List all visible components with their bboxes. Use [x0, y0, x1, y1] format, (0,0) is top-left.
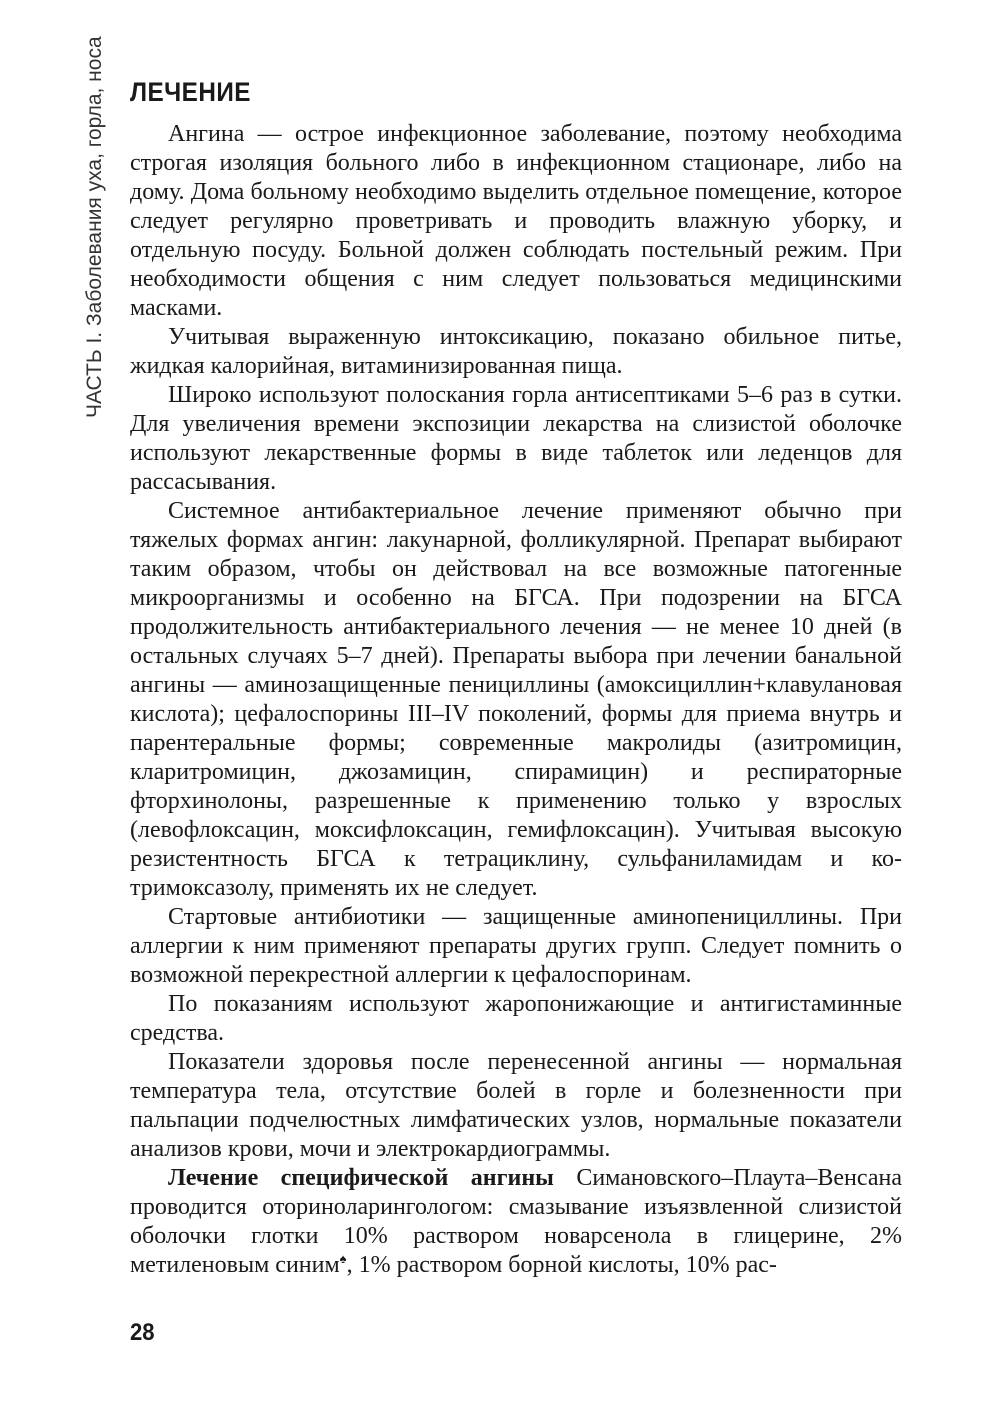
paragraph-text: Симановского–Плаута–Венсана проводится оториноларингологом: смазывание изъязвленной слизистой оболочки глотки 10% раствором новарсенола в глицерине, 2% метиленовым синим [130, 1165, 902, 1278]
paragraph: По показаниям используют жаропонижающие и антигистаминные средства. [130, 991, 902, 1046]
marker: ♠ [339, 1251, 347, 1266]
running-head: ЧАСТЬ I. Заболевания уха, горла, носа [83, 36, 106, 418]
paragraph: Стартовые антибиотики — защищенные аминопенициллины. При аллергии к ним применяют препараты других групп. Следует помнить о возможной перекрестной аллергии к цефалоспоринам. [130, 904, 902, 988]
bold-lead: Лечение специфической ангины [168, 1165, 554, 1191]
paragraph: Системное антибактериальное лечение применяют обычно при тяжелых формах ангин: лакунарной, фолликулярной. Препарат выбирают таким образом, чтобы он действовал на все возможные патогенные микроорганизмы и особенно на БГСА. При подозрении на БГСА продолжительность антибактериального лечения — не менее 10 дней (в остальных случаях 5–7 дней). Препараты выбора при лечении банальной ангины — аминозащищенные пенициллины (амоксициллин+клавулановая кислота); цефалоспорины III–IV поколений, формы для приема внутрь и парентеральные формы; современные макролиды (азитромицин, кларитромицин, джозамицин, спирамицин) и респираторные фторхинолоны, разрешенные к применению только у взрослых (левофлоксацин, моксифлоксацин, гемифлоксацин). Учитывая высокую резистентность БГСА к тетрациклину, сульфаниламидам и ко-тримоксазолу, применять их не следует. [130, 498, 902, 901]
paragraph: Ангина — острое инфекционное заболевание, поэтому необходима строгая изоляция больного либо в инфекционном стационаре, либо на дому. Дома больному необходимо выделить отдельное помещение, которое следует регулярно проветривать и проводить влажную уборку, и отдельную посуду. Больной должен соблюдать постельный режим. При необходимости общения с ним следует пользоваться медицинскими масками. [130, 121, 902, 321]
paragraph: Учитывая выраженную интоксикацию, показано обильное питье, жидкая калорийная, витаминизированная пища. [130, 324, 902, 379]
paragraph-specific-angina [130, 1164, 902, 1280]
paragraph: Широко используют полоскания горла антисептиками 5–6 раз в сутки. Для увеличения времени экспозиции лекарства на слизистой оболочке используют лекарственные формы в виде таблеток или леденцов для рассасывания. [130, 382, 902, 495]
page-number: 28 [130, 1319, 155, 1346]
paragraph-text: , 1% раствором борной кислоты, 10% рас- [346, 1252, 777, 1278]
section-title: ЛЕЧЕНИЕ [130, 77, 251, 107]
paragraph: Показатели здоровья после перенесенной ангины — нормальная температура тела, отсутствие болей в горле и болезненности при пальпации подчелюстных лимфатических узлов, нормальные показатели анализов крови, мочи и электрокардиограммы. [130, 1049, 902, 1162]
body-text [130, 120, 902, 1280]
